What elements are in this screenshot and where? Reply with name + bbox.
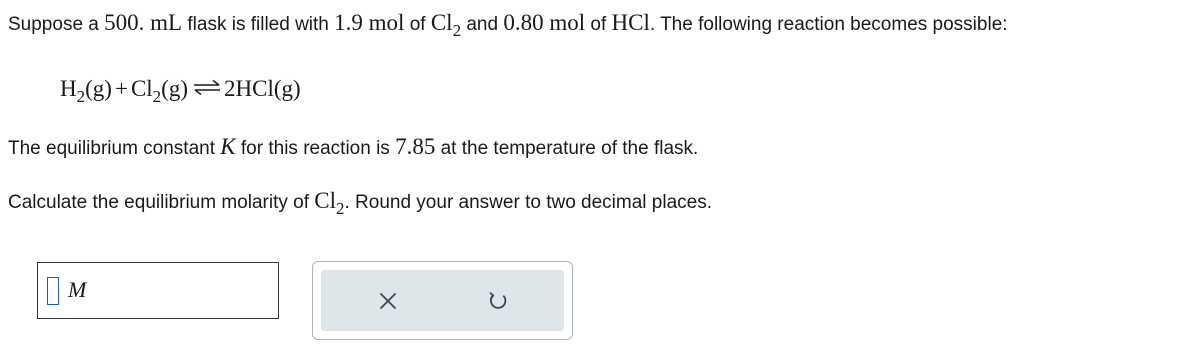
product-formula: 2HCl [224,76,274,101]
constant-text: The equilibrium constant [8,138,221,159]
question-text: . Round your answer to two decimal places. [344,192,712,213]
answer-input[interactable] [37,262,279,319]
intro-text: . The following reaction becomes possible: [649,14,1008,35]
action-panel-inner [321,270,564,331]
hcl-amount-unit: mol [543,10,586,35]
flask-volume-value: 500. [104,10,145,35]
cl2-state: (g) [161,76,188,101]
clear-button[interactable] [375,288,401,314]
intro-text: of [585,14,612,35]
unit-label: M [68,277,87,302]
cl2-amount-value: 1.9 [334,10,363,35]
action-panel [312,261,573,340]
constant-statement [8,134,698,160]
question-text: Calculate the equilibrium molarity of [8,192,315,213]
intro-text: Suppose a [8,14,105,35]
cl2-formula: $Cl_2$ [314,188,345,218]
cl2-formula: $Cl_2$ [430,10,462,40]
answer-cursor[interactable] [47,277,59,305]
k-value: 7.85 [395,134,436,159]
cl2-formula: $Cl_2$ [130,76,162,106]
undo-button[interactable] [485,288,511,314]
problem-intro [8,10,1008,40]
product-state: (g) [273,76,301,101]
cl2-amount-unit: mol [362,10,405,35]
x-icon [379,292,397,310]
flask-volume-unit: mL [144,10,183,35]
intro-text: and [461,14,504,35]
intro-text: flask is filled with [182,14,335,35]
intro-text: of [404,14,431,35]
hcl-formula: HCl [611,10,650,35]
constant-text: at the temperature of the flask. [435,138,699,159]
hcl-amount-value: 0.80 [503,10,544,35]
h2-state: (g) [85,76,112,101]
constant-text: for this reaction is [235,138,396,159]
h2-formula: $H_2$ [60,76,86,106]
undo-icon [487,290,509,312]
question-statement [8,188,712,218]
plus-sign: + [114,76,128,101]
equilibrium-arrow-icon [192,79,222,95]
k-symbol: K [220,134,236,159]
reaction-equation [60,76,301,106]
